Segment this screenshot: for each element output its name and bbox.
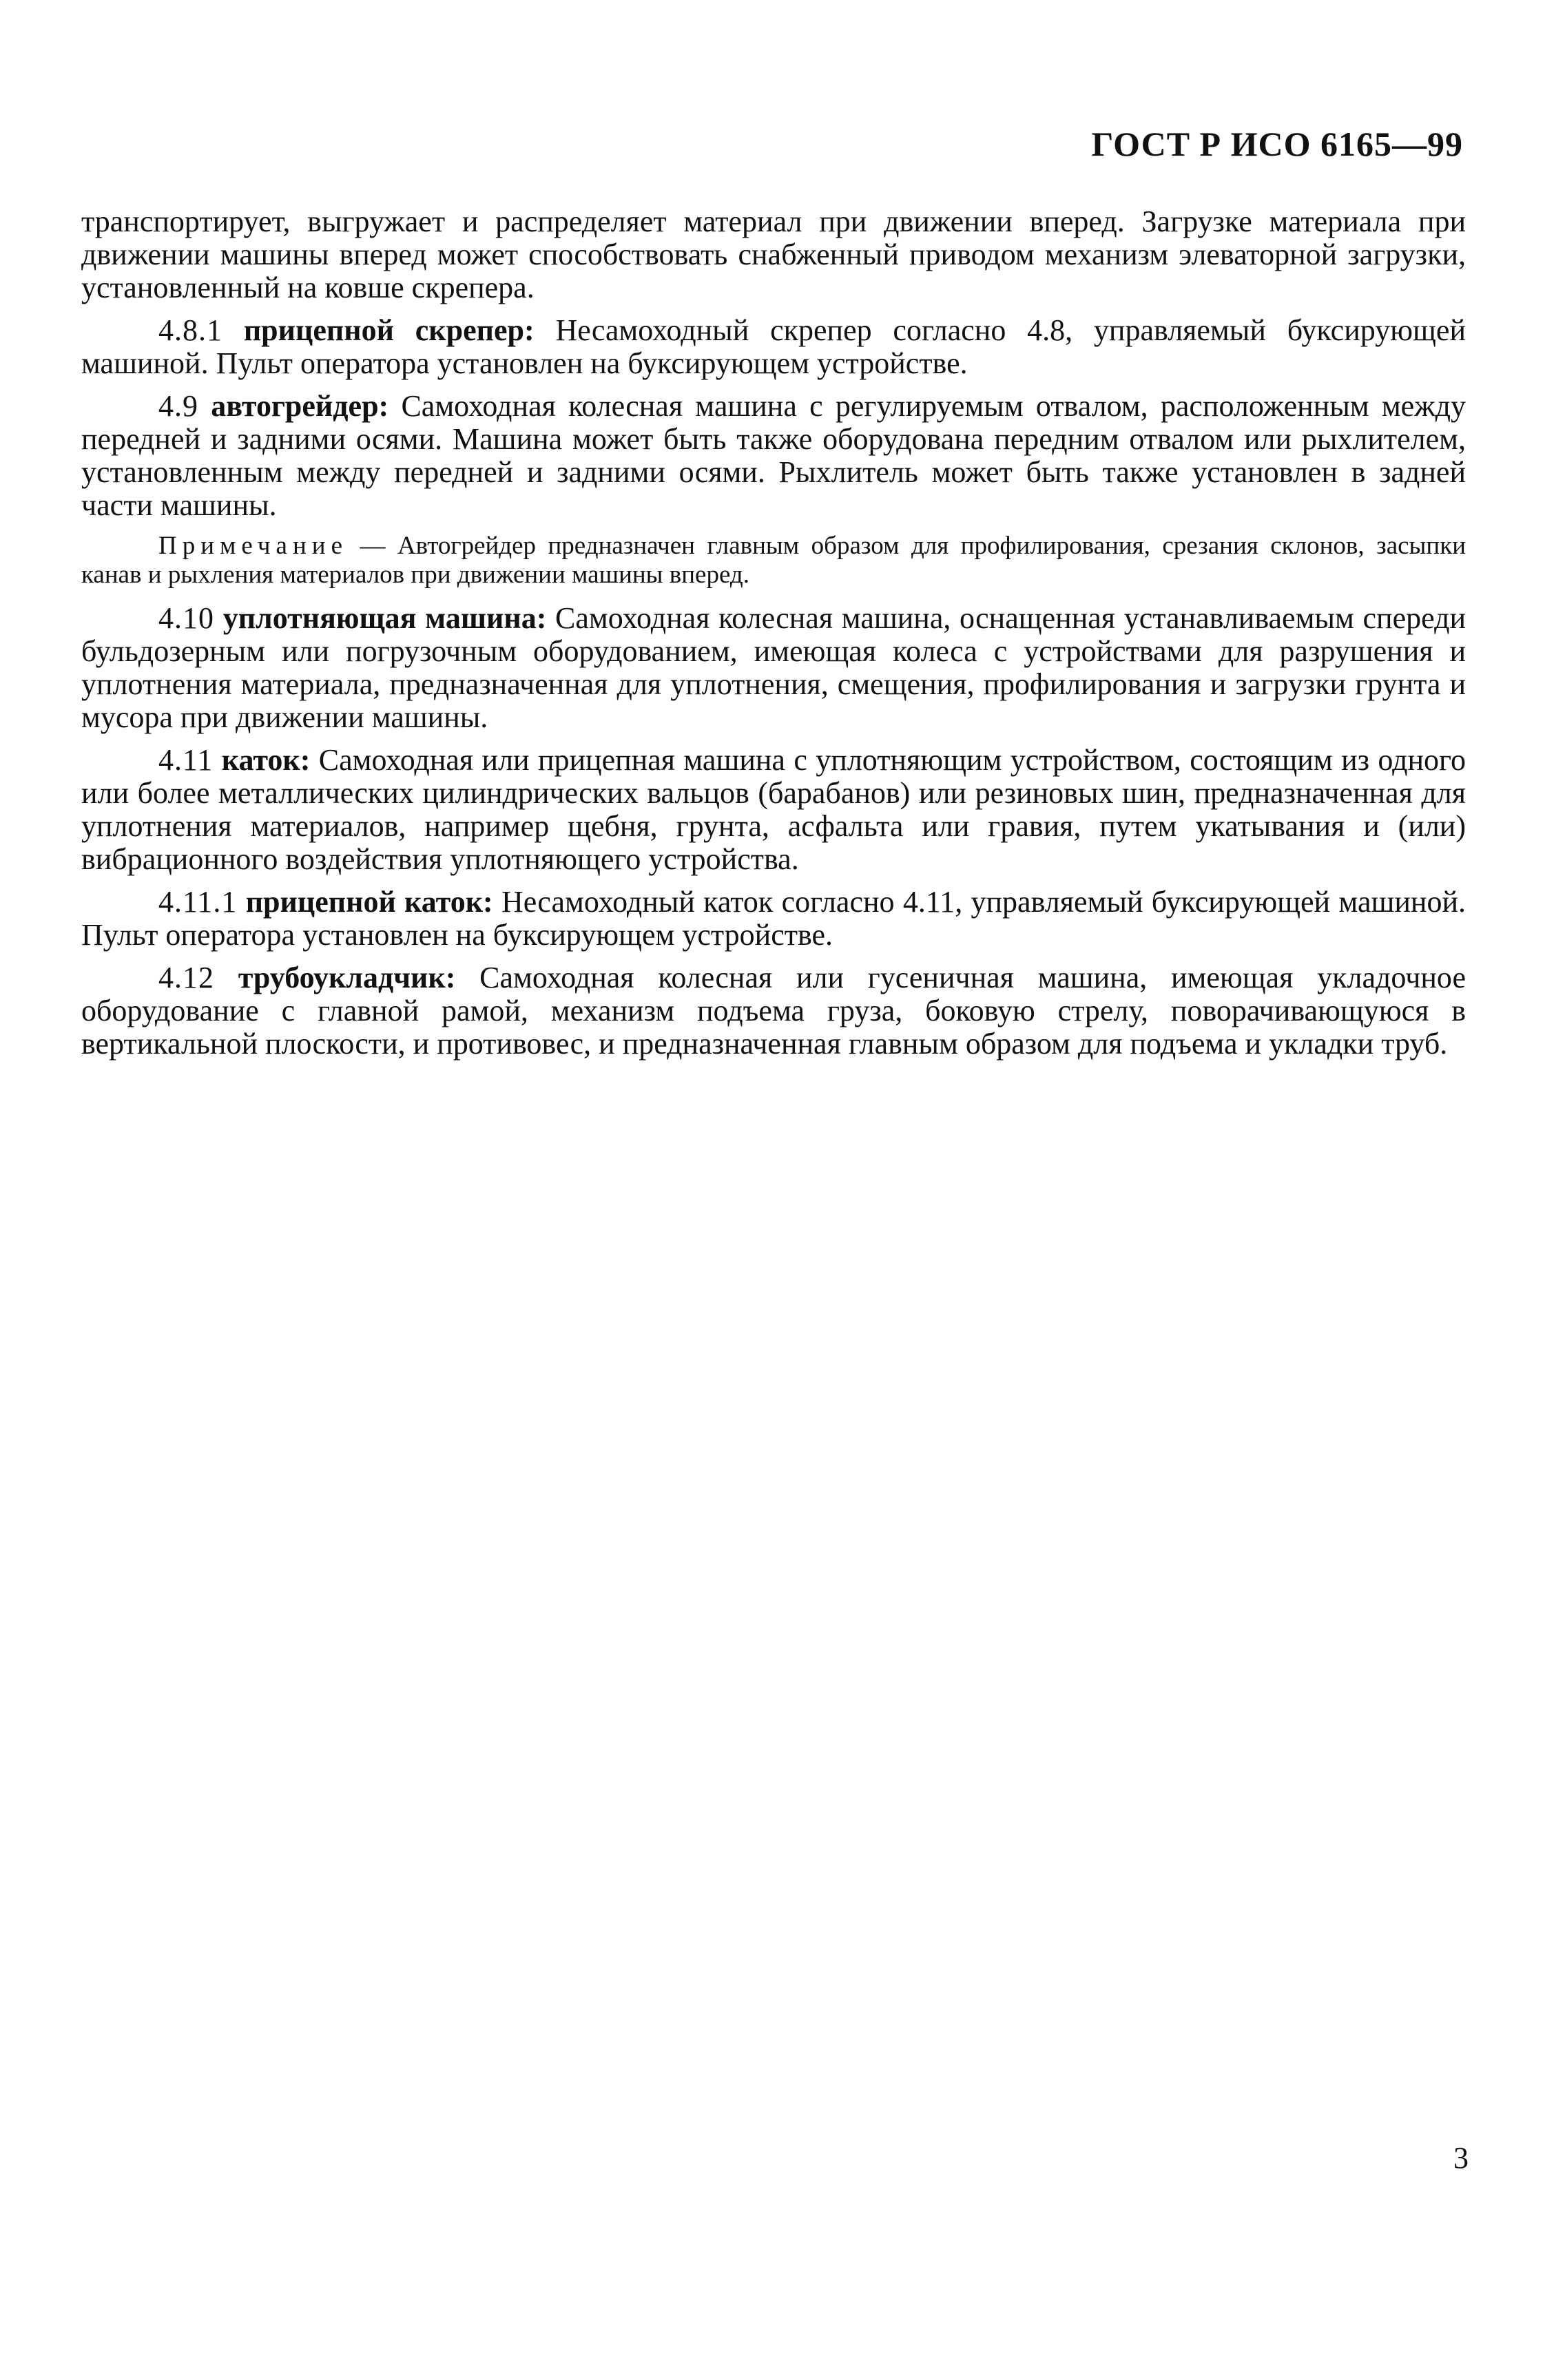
definition-text: Несамоходный каток согласно 4.11, управляемый буксирующей машиной. Пульт оператора установлен на буксирующем устройстве. [81,885,1466,952]
note-text: Автогрейдер предназначен главным образом для профилирования, срезания склонов, засыпки канав и рыхления материалов при движении машины вперед. [81,532,1466,589]
note-paragraph [81,532,1466,589]
paragraph-4-11 [81,744,1466,876]
clause-number: 4.11.1 [158,885,238,919]
document-body [81,205,1466,1070]
clause-number: 4.10 [158,601,214,635]
clause-number: 4.8.1 [158,313,222,347]
clause-number: 4.12 [158,961,214,994]
note-dash: — [360,532,386,560]
term-label: прицепной скрепер: [243,313,535,347]
clause-number: 4.11 [158,743,214,777]
definition-text: Самоходная колесная машина с регулируемым отвалом, расположенным между передней и задними осями. Машина может быть также оборудована передним отвалом или рыхлителем, установленным между передней и задними осями. Рыхлитель может быть также установлен в задней части машины. [81,389,1466,522]
page-number: 3 [1453,2141,1469,2175]
term-label: уплотняющая машина: [222,601,547,635]
paragraph-4-12 [81,961,1466,1061]
paragraph-4-8-1 [81,314,1466,380]
term-label: автогрейдер: [211,389,389,423]
definition-text: Несамоходный скрепер согласно 4.8, управляемый буксирующей машиной. Пульт оператора установлен на буксирующем устройстве. [81,313,1466,380]
term-label: каток: [221,743,311,777]
paragraph-4-10 [81,602,1466,734]
paragraph-4-11-1 [81,886,1466,952]
definition-text: Самоходная колесная или гусеничная машина, имеющая укладочное оборудование с главной рамой, механизм подъема груза, боковую стрелу, поворачивающуюся в вертикальной плоскости, и противовес, и предназначенная главным образом для подъема и укладки труб. [81,961,1466,1061]
note-label: Примечание [158,532,348,560]
term-label: прицепной каток: [245,885,493,919]
paragraph-4-9 [81,390,1466,522]
term-label: трубоукладчик: [238,961,456,994]
paragraph-continuation: транспортирует, выгружает и распределяет материал при движении вперед. Загрузке материала при движении машины вперед может способствовать снабженный приводом механизм элеваторной загрузки, установленный на ковше скрепера. [81,205,1466,304]
clause-number: 4.9 [158,389,198,423]
definition-text: Самоходная колесная машина, оснащенная устанавливаемым спереди бульдозерным или погрузочным оборудованием, имеющая колеса с устройствами для разрушения и уплотнения материала, предназначенная для уплотнения, смещения, профилирования и загрузки грунта и мусора при движении машины. [81,601,1466,734]
definition-text: Самоходная или прицепная машина с уплотняющим устройством, состоящим из одного или более металлических цилиндрических вальцов (барабанов) или резиновых шин, предназначенная для уплотнения материалов, например щебня, грунта, асфальта или гравия, путем укатывания и (или) вибрационного воздействия уплотняющего устройства. [81,743,1466,876]
document-code-header: ГОСТ Р ИСО 6165—99 [1091,125,1463,163]
